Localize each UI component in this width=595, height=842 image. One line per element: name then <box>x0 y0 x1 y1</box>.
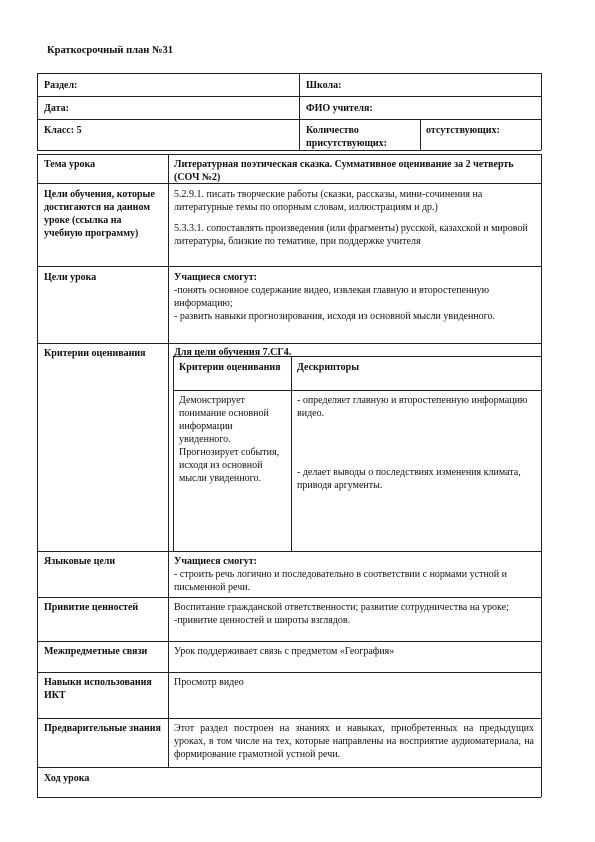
lesson-flow-label: Ход урока <box>44 773 90 784</box>
learning-goal-item: 5.3.3.1. сопоставлять произведения (или фрагменты) русской, казахской и мировой литературы, близкие по тематике, при поддержке учителя <box>174 223 528 247</box>
document-title: Краткосрочный план №31 <box>47 45 173 56</box>
language-goals-label: Языковые цели <box>44 556 116 567</box>
lesson-goals-content <box>170 269 538 325</box>
values-content <box>170 599 538 629</box>
values-label: Привитие ценностей <box>44 602 139 613</box>
values-line: -привитие ценностей и широты взглядов. <box>174 615 351 626</box>
teacher-label: ФИО учителя: <box>306 103 373 114</box>
learning-goals-list <box>170 186 538 250</box>
school-label: Школа: <box>306 80 342 91</box>
lesson-goals-intro: Учащиеся смогут: <box>174 272 257 283</box>
section-label: Раздел: <box>44 80 78 91</box>
cross-subject-value: Урок поддерживает связь с предметом «География» <box>174 646 395 657</box>
language-goals-content <box>170 553 538 596</box>
lesson-goals-label: Цели урока <box>44 272 97 283</box>
descriptor-item: - определяет главную и второстепенную информацию видео. <box>297 395 528 419</box>
learning-goals-label: Цели обучения, которые достигаются на данном уроке (ссылка на учебную программу) <box>44 189 155 239</box>
language-goals-text: - строить речь логично и последовательно в соответствии с нормами устной и письменной речи. <box>174 569 508 593</box>
descriptors-column-header: Дескрипторы <box>297 362 359 373</box>
criteria-intro: Для цели обучения 7.СГ4. <box>174 347 292 358</box>
values-line: Воспитание гражданской ответственности; развитие сотрудничества на уроке; <box>174 602 509 613</box>
prior-knowledge-value: Этот раздел построен на знаниях и навыках, приобретенных на предыдущих уроках, в том числе на тех, которые направлены на восприятие аудиоматериала, на формирование грамотной устной речи. <box>174 723 534 760</box>
lesson-goal-line: - развить навыки прогнозирования, исходя из основной мысли увиденного. <box>174 311 496 322</box>
topic-label: Тема урока <box>44 159 96 170</box>
learning-goal-item: 5.2.9.1. писать творческие работы (сказки, рассказы, мини-сочинения на литературные темы по опорным словам, иллюстрациям и др.) <box>174 189 483 213</box>
criteria-text: Демонстрирует понимание основной информации увиденного. Прогнозирует события, исходя из основной мысли увиденного. <box>179 395 280 484</box>
absent-label: отсутствующих: <box>426 125 500 136</box>
class-label: Класс: 5 <box>44 125 82 136</box>
descriptor-item: - делает выводы о последствиях изменения климата, приводя аргументы. <box>297 467 521 491</box>
criteria-column-header: Критерии оценивания <box>179 362 281 373</box>
language-goals-intro: Учащиеся смогут: <box>174 556 257 567</box>
date-label: Дата: <box>44 103 69 114</box>
lesson-goal-line: -понять основное содержание видео, извлекая главную и второстепенную информацию; <box>174 285 490 309</box>
topic-value: Литературная поэтическая сказка. Суммативное оценивание за 2 четверть (СОЧ №2) <box>174 159 514 183</box>
present-label: Количество присутствующих: <box>306 125 388 149</box>
cross-subject-label: Межпредметные связи <box>44 646 148 657</box>
criteria-label: Критерии оценивания <box>44 348 146 359</box>
ict-skills-value: Просмотр видео <box>174 677 244 688</box>
prior-knowledge-label: Предварительные знания <box>44 723 161 734</box>
ict-skills-label: Навыки использования ИКТ <box>44 677 152 701</box>
